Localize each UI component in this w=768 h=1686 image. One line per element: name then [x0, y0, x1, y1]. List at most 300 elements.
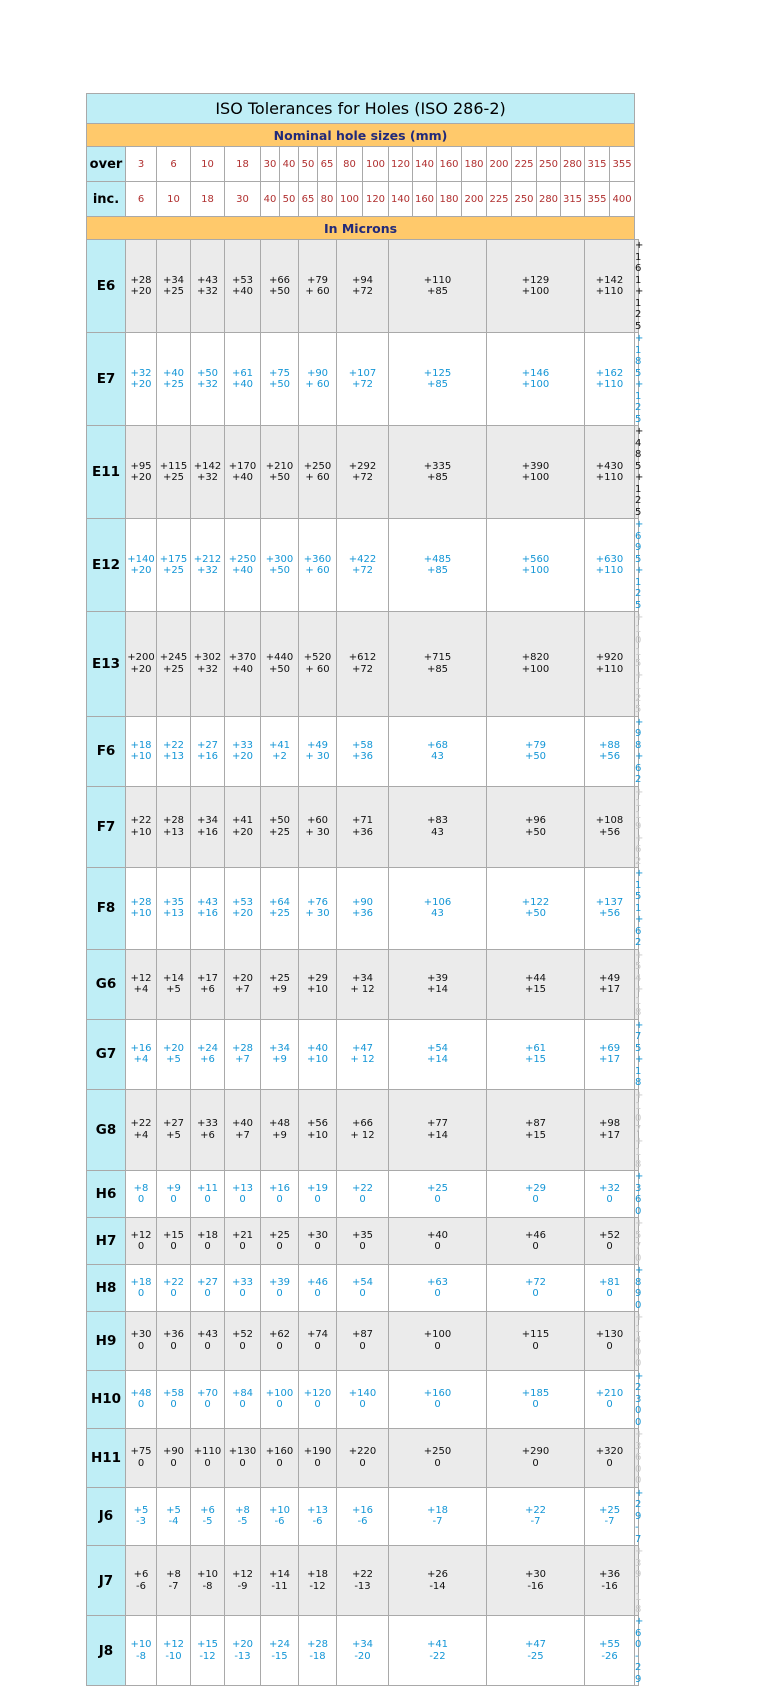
upper-deviation: +29 [635, 1487, 644, 1522]
grade-label: F6 [87, 716, 126, 786]
upper-deviation: +8 [235, 1504, 250, 1516]
grade-label: H10 [87, 1370, 126, 1429]
table-row [87, 612, 639, 717]
tolerance-cell [585, 1312, 635, 1371]
tolerance-cell [261, 1265, 299, 1312]
tolerance-cell [389, 519, 487, 612]
lower-deviation: -16 [601, 1580, 618, 1592]
upper-deviation: +146 [521, 367, 550, 379]
lower-deviation: 0 [170, 1288, 177, 1299]
over-size-value: 100 [363, 147, 389, 182]
inc-size-value: 80 [318, 182, 337, 217]
tolerance-cell [261, 1487, 299, 1546]
upper-deviation: +22 [130, 815, 152, 827]
tolerance-cell [261, 1019, 299, 1089]
over-size-value: 140 [413, 147, 437, 182]
lower-deviation: +110 [595, 379, 624, 390]
lower-deviation: +10 [130, 751, 152, 762]
tolerance-cell [191, 1546, 225, 1616]
tolerance-cell [585, 1487, 635, 1546]
upper-deviation: +32 [598, 1182, 621, 1194]
lower-deviation: +10 [306, 984, 329, 995]
over-size-value: 160 [437, 147, 462, 182]
tolerance-cell [157, 1546, 191, 1616]
lower-deviation: 0 [635, 1475, 642, 1486]
upper-deviation: +19 [306, 1182, 329, 1194]
upper-deviation: +72 [524, 1276, 547, 1288]
upper-deviation: +100 [423, 1329, 452, 1341]
upper-deviation: +44 [524, 972, 547, 984]
lower-deviation: +15 [524, 984, 547, 995]
lower-deviation: +18 [635, 1054, 644, 1088]
lower-deviation: +32 [196, 663, 219, 675]
upper-deviation: +47 [351, 1042, 374, 1054]
upper-deviation: +220 [348, 1446, 377, 1458]
lower-deviation: -18 [309, 1650, 326, 1662]
tolerance-cell [585, 786, 635, 868]
upper-deviation: +30 [130, 1329, 152, 1341]
lower-deviation: -8 [202, 1580, 213, 1592]
lower-deviation: 0 [137, 1194, 145, 1205]
tolerance-cell [585, 1429, 635, 1488]
inc-size-value: 65 [299, 182, 318, 217]
table-row [87, 240, 639, 333]
tolerance-cell [157, 1265, 191, 1312]
upper-deviation: +50 [268, 815, 291, 827]
upper-deviation: +125 [423, 367, 452, 379]
upper-deviation: +46 [306, 1276, 329, 1288]
inc-label: inc. [87, 182, 126, 217]
upper-deviation: +160 [265, 1446, 294, 1458]
upper-deviation: +10 [268, 1504, 291, 1516]
upper-deviation: +119 [635, 786, 644, 832]
table-row [87, 1089, 639, 1171]
upper-deviation: +36 [598, 1569, 621, 1580]
lower-deviation: +16 [196, 826, 219, 838]
tolerance-cell [191, 426, 225, 519]
lower-deviation: + 60 [305, 379, 330, 390]
tolerance-cell [487, 786, 585, 868]
upper-deviation: +10 [130, 1639, 152, 1650]
tolerance-cell [635, 1546, 644, 1616]
tolerance-cell [261, 1218, 299, 1265]
upper-deviation: +129 [521, 274, 550, 286]
tolerance-cell [389, 1616, 487, 1686]
upper-deviation: +54 [426, 1042, 449, 1054]
tolerance-cell [299, 1019, 337, 1089]
over-size-value: 280 [561, 147, 585, 182]
upper-deviation: +20 [231, 1639, 254, 1650]
lower-deviation: 0 [532, 1194, 539, 1205]
lower-deviation: 0 [434, 1288, 441, 1299]
tolerance-cell [487, 949, 585, 1019]
inc-size-value: 355 [585, 182, 610, 217]
tolerance-cell [299, 1429, 337, 1488]
tolerance-cell [337, 1265, 389, 1312]
upper-deviation: +53 [231, 274, 254, 286]
tolerance-cell [337, 716, 389, 786]
upper-deviation: +15 [196, 1639, 219, 1650]
tolerance-cell [337, 1218, 389, 1265]
tolerance-cell [337, 1171, 389, 1218]
tolerance-cell [487, 868, 585, 950]
tolerance-cell [126, 1089, 157, 1171]
lower-deviation: +17 [598, 1054, 621, 1065]
upper-deviation: +90 [306, 367, 329, 379]
table-row [87, 868, 639, 950]
upper-deviation: +27 [196, 739, 219, 751]
upper-deviation: +50 [196, 367, 219, 379]
upper-deviation: +61 [524, 1042, 547, 1054]
upper-deviation: +22 [351, 1182, 374, 1194]
lower-deviation: 0 [314, 1340, 321, 1352]
upper-deviation: +6 [133, 1569, 149, 1580]
lower-deviation: +10 [130, 826, 152, 838]
upper-deviation: +185 [635, 333, 644, 379]
grade-label: E12 [87, 519, 126, 612]
tolerance-cell [635, 1019, 644, 1089]
upper-deviation: +230 [635, 1370, 644, 1416]
inc-size-value: 200 [462, 182, 487, 217]
upper-deviation: +39 [426, 972, 449, 984]
nominal-sizes-header: Nominal hole sizes (mm) [87, 124, 635, 147]
upper-deviation: +302 [193, 652, 222, 664]
upper-deviation: +250 [303, 460, 332, 472]
tolerance-cell [487, 1312, 585, 1371]
upper-deviation: +54 [635, 949, 644, 984]
tolerance-cell [261, 612, 299, 717]
tolerance-cell [337, 612, 389, 717]
grade-label: H9 [87, 1312, 126, 1371]
table-row [87, 786, 639, 868]
lower-deviation: 0 [276, 1194, 283, 1205]
over-size-value: 225 [512, 147, 537, 182]
lower-deviation: 0 [239, 1288, 246, 1299]
lower-deviation: 0 [314, 1241, 321, 1252]
tolerance-cell [261, 949, 299, 1019]
over-size-value: 6 [157, 147, 191, 182]
lower-deviation: -6 [312, 1516, 323, 1528]
tolerance-cell [126, 716, 157, 786]
lower-deviation: +13 [162, 826, 185, 838]
table-row [87, 1429, 639, 1488]
upper-deviation: +48 [268, 1118, 291, 1130]
lower-deviation: + 12 [350, 1054, 375, 1065]
tolerance-cell [635, 1218, 644, 1265]
upper-deviation: +87 [524, 1118, 547, 1130]
lower-deviation: +10 [130, 908, 152, 920]
tolerance-cell [585, 1171, 635, 1218]
lower-deviation: + 60 [305, 565, 330, 576]
tolerance-cell [157, 1312, 191, 1371]
tolerance-cell [585, 1019, 635, 1089]
tolerance-cell [299, 1546, 337, 1616]
tolerance-cell [191, 1616, 225, 1686]
lower-deviation: +16 [196, 908, 219, 920]
lower-deviation: -10 [165, 1650, 182, 1662]
upper-deviation: +90 [351, 896, 374, 908]
tolerance-cell [337, 1487, 389, 1546]
tolerance-cell [126, 1019, 157, 1089]
upper-deviation: +9 [166, 1182, 181, 1194]
upper-deviation: +300 [265, 553, 294, 565]
upper-deviation: +30 [524, 1569, 547, 1580]
grade-label: E13 [87, 612, 126, 717]
tolerance-cell [157, 1019, 191, 1089]
lower-deviation: +6 [200, 1054, 215, 1065]
lower-deviation: +25 [162, 472, 185, 483]
upper-deviation: +20 [231, 972, 254, 984]
lower-deviation: +9 [272, 984, 287, 995]
lower-deviation: -11 [271, 1580, 288, 1592]
tolerance-cell [299, 716, 337, 786]
upper-deviation: +25 [268, 972, 291, 984]
lower-deviation: +20 [231, 826, 254, 838]
upper-deviation: +12 [162, 1639, 185, 1650]
lower-deviation: +5 [166, 1054, 181, 1065]
upper-deviation: +250 [228, 553, 257, 565]
upper-deviation: +390 [521, 460, 550, 472]
upper-deviation: +81 [598, 1276, 621, 1288]
lower-deviation: +32 [196, 565, 219, 576]
upper-deviation: +66 [351, 1118, 374, 1130]
upper-deviation: +46 [524, 1229, 547, 1241]
upper-deviation: +25 [598, 1504, 621, 1516]
upper-deviation: +79 [306, 274, 329, 286]
lower-deviation: +85 [426, 663, 449, 675]
lower-deviation: 0 [434, 1457, 441, 1469]
inc-size-value: 400 [610, 182, 635, 217]
upper-deviation: +41 [268, 739, 291, 751]
tolerance-cell [487, 519, 585, 612]
tolerance-cell [635, 868, 644, 950]
upper-deviation: +33 [196, 1118, 219, 1130]
lower-deviation: 0 [137, 1399, 145, 1411]
lower-deviation: +32 [196, 379, 219, 390]
table-row [87, 1546, 639, 1616]
lower-deviation: + 60 [305, 472, 330, 483]
lower-deviation: +14 [426, 1054, 449, 1065]
tolerance-cell [225, 716, 261, 786]
lower-deviation: -22 [429, 1650, 446, 1662]
tolerance-cell [337, 1370, 389, 1429]
over-size-value: 30 [261, 147, 280, 182]
over-size-value: 355 [610, 147, 635, 182]
upper-deviation: +12 [231, 1569, 254, 1580]
lower-deviation: -26 [601, 1650, 618, 1662]
tolerance-cell [337, 1429, 389, 1488]
upper-deviation: +28 [231, 1042, 254, 1054]
tolerance-cell [635, 1429, 644, 1488]
upper-deviation: +200 [127, 652, 155, 664]
upper-deviation: +53 [231, 896, 254, 908]
upper-deviation: +245 [159, 652, 188, 664]
tolerance-cell [157, 1171, 191, 1218]
upper-deviation: +43 [196, 896, 219, 908]
upper-deviation: +75 [635, 1019, 644, 1054]
lower-deviation: +20 [130, 286, 152, 297]
upper-deviation: +108 [595, 815, 624, 827]
grade-label: E6 [87, 240, 126, 333]
tolerance-cell [126, 426, 157, 519]
over-size-value: 18 [225, 147, 261, 182]
lower-deviation: +14 [426, 1129, 449, 1141]
units-header: In Microns [87, 217, 635, 240]
tolerance-cell [389, 1312, 487, 1371]
upper-deviation: +48 [130, 1387, 152, 1399]
upper-deviation: +107 [348, 367, 377, 379]
upper-deviation: +360 [303, 553, 332, 565]
lower-deviation: +40 [231, 472, 254, 483]
upper-deviation: +18 [130, 1276, 152, 1288]
lower-deviation: +20 [130, 379, 152, 390]
upper-deviation: +60 [306, 815, 329, 827]
upper-deviation: +210 [595, 1387, 624, 1399]
lower-deviation: +25 [162, 663, 185, 675]
upper-deviation: +94 [351, 274, 374, 286]
lower-deviation: +15 [524, 1054, 547, 1065]
tolerance-cell [389, 949, 487, 1019]
lower-deviation: -4 [168, 1516, 179, 1528]
upper-deviation: +162 [595, 367, 624, 379]
upper-deviation: +25 [268, 1229, 291, 1241]
over-size-value: 315 [585, 147, 610, 182]
lower-deviation: +15 [524, 1129, 547, 1141]
upper-deviation: +25 [426, 1182, 449, 1194]
lower-deviation: -13 [234, 1650, 251, 1662]
upper-deviation: +27 [162, 1118, 185, 1130]
lower-deviation: +125 [635, 669, 644, 715]
upper-deviation: +40 [426, 1229, 449, 1241]
upper-deviation: +84 [231, 1387, 254, 1399]
lower-deviation: +100 [521, 286, 550, 297]
lower-deviation: +125 [635, 565, 644, 611]
grade-label: J8 [87, 1616, 126, 1686]
tolerance-cell [299, 519, 337, 612]
lower-deviation: +36 [351, 826, 374, 838]
tolerance-cell [487, 1019, 585, 1089]
upper-deviation: +77 [426, 1118, 449, 1130]
tolerance-cell [157, 333, 191, 426]
tolerance-cell [337, 1546, 389, 1616]
lower-deviation: +25 [162, 286, 185, 297]
tolerance-cell [299, 1616, 337, 1686]
tolerance-cell [337, 1312, 389, 1371]
tolerance-cell [261, 1171, 299, 1218]
tolerance-cell [635, 426, 644, 519]
over-row [87, 147, 639, 182]
lower-deviation: -9 [237, 1580, 248, 1592]
table-title: ISO Tolerances for Holes (ISO 286-2) [87, 94, 635, 124]
upper-deviation: +170 [228, 460, 257, 472]
over-size-value: 10 [191, 147, 225, 182]
upper-deviation: +89 [635, 1265, 644, 1299]
inc-size-value: 10 [157, 182, 191, 217]
tolerance-cell [337, 426, 389, 519]
upper-deviation: +34 [351, 1639, 374, 1650]
tolerance-cell [157, 786, 191, 868]
upper-deviation: +560 [521, 553, 550, 565]
lower-deviation: -7 [635, 1522, 642, 1545]
tolerance-cell [126, 786, 157, 868]
inc-size-value: 40 [261, 182, 280, 217]
tolerance-cell [126, 612, 157, 717]
lower-deviation: +20 [130, 663, 152, 675]
lower-deviation: +4 [133, 1054, 149, 1065]
tolerance-cell [225, 519, 261, 612]
tolerance-cell [389, 333, 487, 426]
table-row [87, 716, 639, 786]
lower-deviation: +125 [635, 286, 644, 332]
upper-deviation: +28 [130, 274, 152, 286]
upper-deviation: +34 [162, 274, 185, 286]
tolerance-cell [261, 240, 299, 333]
tolerance-cell [635, 1171, 644, 1218]
lower-deviation: 0 [359, 1340, 366, 1352]
grade-label: G6 [87, 949, 126, 1019]
tolerance-cell [261, 1312, 299, 1371]
upper-deviation: +22 [524, 1504, 547, 1516]
tolerance-cell [487, 426, 585, 519]
lower-deviation: 43 [431, 826, 444, 838]
tolerance-cell [635, 333, 644, 426]
lower-deviation: +25 [268, 908, 291, 920]
tolerance-cell [585, 949, 635, 1019]
lower-deviation: +50 [524, 751, 547, 762]
tolerance-cell [389, 1487, 487, 1546]
upper-deviation: +52 [231, 1329, 254, 1341]
tolerance-cell [389, 1370, 487, 1429]
over-size-value: 120 [389, 147, 413, 182]
over-size-value: 40 [280, 147, 299, 182]
upper-deviation: +56 [306, 1118, 329, 1130]
tolerance-cell [191, 949, 225, 1019]
upper-deviation: +13 [306, 1504, 329, 1516]
lower-deviation: +72 [351, 379, 374, 390]
grade-label: H8 [87, 1265, 126, 1312]
lower-deviation: 0 [170, 1241, 177, 1252]
table-row [87, 1019, 639, 1089]
lower-deviation: 0 [606, 1194, 613, 1205]
over-size-value: 65 [318, 147, 337, 182]
upper-deviation: +39 [635, 1546, 644, 1580]
tolerance-cell [157, 1616, 191, 1686]
upper-deviation: +63 [426, 1276, 449, 1288]
tolerance-cell [225, 868, 261, 950]
lower-deviation: +17 [598, 1129, 621, 1141]
tolerance-cell [191, 1089, 225, 1171]
tolerance-cell [191, 1218, 225, 1265]
lower-deviation: +6 [200, 1129, 215, 1141]
tolerance-cell [337, 333, 389, 426]
tolerance-cell [126, 519, 157, 612]
tolerance-cell [635, 1370, 644, 1429]
upper-deviation: +8 [166, 1569, 181, 1580]
grade-label: H6 [87, 1171, 126, 1218]
table-row [87, 1370, 639, 1429]
tolerance-cell [299, 1171, 337, 1218]
upper-deviation: +35 [351, 1229, 374, 1241]
lower-deviation: +110 [595, 286, 624, 297]
lower-deviation: +17 [598, 984, 621, 995]
lower-deviation: 0 [137, 1288, 145, 1299]
tolerance-cell [635, 1089, 644, 1171]
lower-deviation: +10 [306, 1054, 329, 1065]
lower-deviation: 0 [239, 1457, 246, 1469]
upper-deviation: +49 [306, 739, 329, 751]
lower-deviation: +72 [351, 565, 374, 576]
tolerance-cell [299, 1218, 337, 1265]
